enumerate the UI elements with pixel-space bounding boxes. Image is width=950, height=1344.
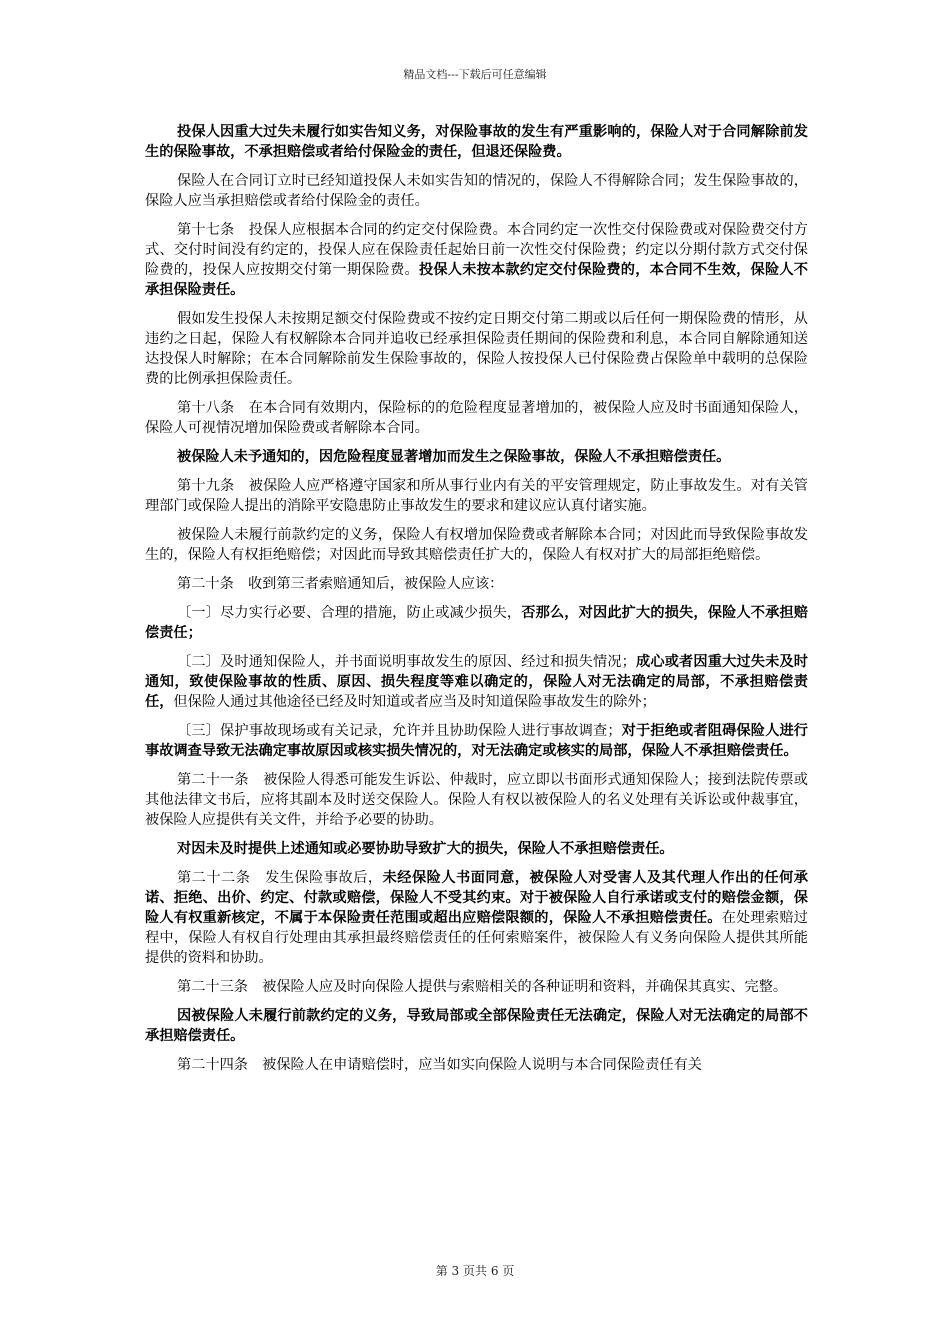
text-run: 〔二〕及时通知保险人，并书面说明事故发生的原因、经过和损失情况； bbox=[177, 654, 636, 670]
paragraph bbox=[145, 721, 808, 761]
text-run: 第十九条 被保险人应严格遵守国家和所从事行业内有关的平安管理规定，防止事故发生。对有关管理部门或保险人提出的消除平安隐患防止事故发生的要求和建议应认真付诸实施。 bbox=[145, 478, 808, 514]
bold-text-run: 否那么，对因此扩大的损失，保险人不承担赔偿责任； bbox=[145, 605, 808, 641]
paragraph bbox=[145, 839, 808, 859]
text-run: 假如发生投保人未按期足额交付保险费或不按约定日期交付第二期或以后任何一期保险费的情形，从违约之日起，保险人有权解除本合同并追收已经承担保险责任期间的保险费和利息，本合同自解除通知送达投保人时解除；在本合同解除前发生保险事故的，保险人按投保人已付保险费占保险单中载明的总保险费的比例承担保险责任。 bbox=[145, 311, 808, 387]
bold-text-run: 对于拒绝或者阻碍保险人进行事故调查导致无法确定事故原因或核实损失情况的，对无法确定或核实的局部，保险人不承担赔偿责任。 bbox=[145, 723, 808, 759]
paragraph bbox=[145, 525, 808, 565]
text-run: 第二十一条 被保险人得悉可能发生诉讼、仲裁时，应立即以书面形式通知保险人；接到法院传票或其他法律文书后，应将其副本及时送交保险人。保险人有权以被保险人的名义处理有关诉讼或仲裁事宜，被保险人应提供有关文件，并给予必要的协助。 bbox=[145, 772, 808, 828]
text-run: 第十八条 在本合同有效期内，保险标的的危险程度显著增加的，被保险人应及时书面通知保险人，保险人可视情况增加保险费或者解除本合同。 bbox=[145, 400, 808, 436]
page-footer: 第 3 页共 6 页 bbox=[435, 1264, 515, 1278]
paragraph bbox=[145, 770, 808, 830]
text-run: 第二十条 收到第三者索赔通知后，被保险人应该： bbox=[177, 576, 504, 592]
text-run: 保险人在合同订立时已经知道投保人未如实告知的情况的，保险人不得解除合同；发生保险事故的，保险人应当承担赔偿或者给付保险金的责任。 bbox=[145, 173, 808, 209]
bold-text-run: 被保险人未予通知的，因危险程度显著增加而发生之保险事故，保险人不承担赔偿责任。 bbox=[177, 449, 731, 465]
paragraph bbox=[145, 398, 808, 438]
bold-text-run: 成心或者因重大过失未及时通知，致使保险事故的性质、原因、损失程度等难以确定的，保险人对无法确定的局部，不承担赔偿责任， bbox=[145, 654, 808, 710]
bold-text-run: 因被保险人未履行前款约定的义务，导致局部或全部保险责任无法确定，保险人对无法确定的局部不承担赔偿责任。 bbox=[145, 1008, 808, 1044]
paragraph bbox=[145, 603, 808, 643]
text-run: 〔一〕尽力实行必要、合理的措施，防止或减少损失， bbox=[177, 605, 522, 621]
text-run: 被保险人未履行前款约定的义务，保险人有权增加保险费或者解除本合同；对因此而导致保险事故发生的，保险人有权拒绝赔偿；对因此而导致其赔偿责任扩大的，保险人有权对扩大的局部拒绝赔偿。 bbox=[145, 527, 808, 563]
paragraph bbox=[145, 220, 808, 300]
text-run: 〔三〕保护事故现场或有关记录，允许并且协助保险人进行事故调查； bbox=[177, 723, 622, 739]
bold-text-run: 投保人因重大过失未履行如实告知义务，对保险事故的发生有严重影响的，保险人对于合同解除前发生的保险事故，不承担赔偿或者给付保险金的责任，但退还保险费。 bbox=[145, 124, 808, 160]
paragraph bbox=[145, 977, 808, 997]
paragraph bbox=[145, 122, 808, 162]
paragraph bbox=[145, 171, 808, 211]
page-header: 精品文档---下载后可任意编辑 bbox=[403, 68, 547, 81]
paragraph bbox=[145, 447, 808, 467]
paragraph bbox=[145, 1055, 808, 1075]
paragraph bbox=[145, 309, 808, 389]
paragraph bbox=[145, 1006, 808, 1046]
text-run: 但保险人通过其他途径已经及时知道或者应当及时知道保险事故发生的除外； bbox=[173, 694, 656, 710]
document-body bbox=[145, 122, 808, 1084]
bold-text-run: 投保人未按本款约定交付保险费的，本合同不生效，保险人不承担保险责任。 bbox=[145, 262, 808, 298]
text-run: 在处理索赔过程中，保险人有权自行处理由其承担最终赔偿责任的任何索赔案件，被保险人有义务向保险人提供其所能提供的资料和协助。 bbox=[145, 910, 808, 966]
bold-text-run: 未经保险人书面同意，被保险人对受害人及其代理人作出的任何承诺、拒绝、出价、约定、付款或赔偿，保险人不受其约束。对于被保险人自行承诺或支付的赔偿金额，保险人有权重新核定，不属于本保险责任范围或超出应赔偿限额的，保险人不承担赔偿责任。 bbox=[145, 870, 808, 926]
text-run: 第二十二条 发生保险事故后， bbox=[177, 870, 383, 886]
text-run: 第十七条 投保人应根据本合同的约定交付保险费。本合同约定一次性交付保险费或对保险费交付方式、交付时间没有约定的，投保人应在保险责任起始日前一次性交付保险费；约定以分期付款方式交付保险费的，投保人应按期交付第一期保险费。 bbox=[145, 222, 808, 278]
paragraph bbox=[145, 868, 808, 968]
paragraph bbox=[145, 476, 808, 516]
paragraph bbox=[145, 652, 808, 712]
paragraph bbox=[145, 574, 808, 594]
bold-text-run: 对因未及时提供上述通知或必要协助导致扩大的损失，保险人不承担赔偿责任。 bbox=[177, 841, 674, 857]
text-run: 第二十三条 被保险人应及时向保险人提供与索赔相关的各种证明和资料，并确保其真实、完整。 bbox=[177, 979, 788, 995]
text-run: 第二十四条 被保险人在申请赔偿时，应当如实向保险人说明与本合同保险责任有关 bbox=[177, 1057, 702, 1073]
